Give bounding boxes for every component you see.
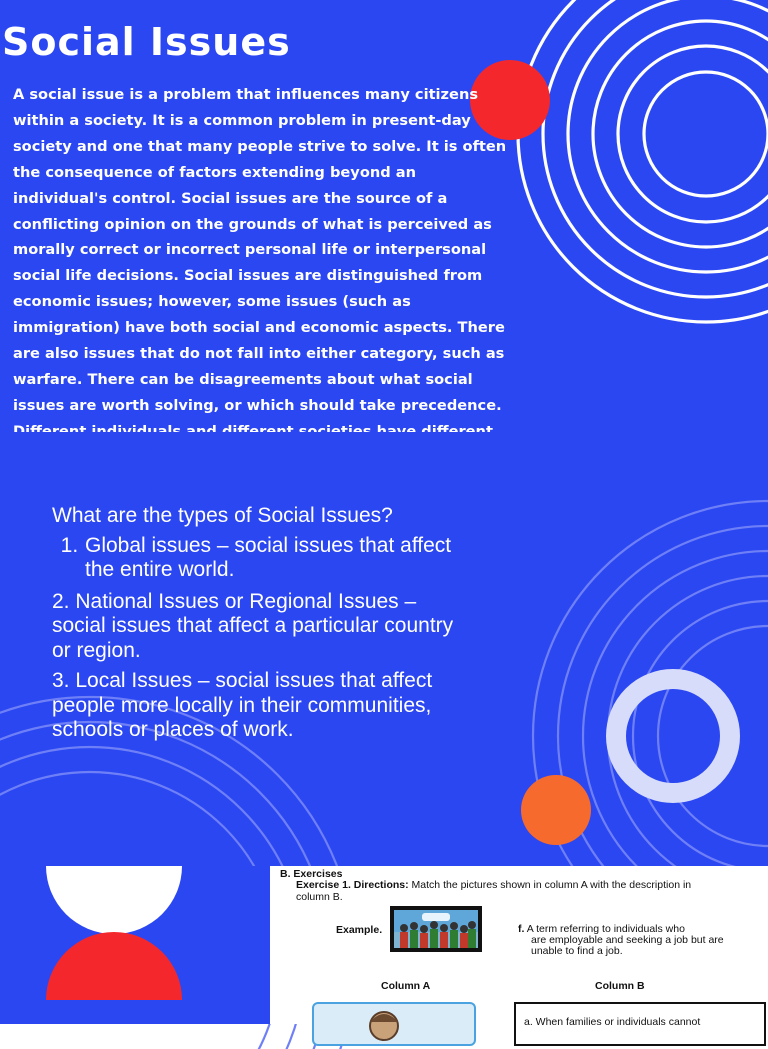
exercise-directions-cont: column B. (296, 891, 343, 903)
page-title: Social Issues (2, 20, 291, 64)
example-label: Example. (336, 924, 383, 936)
column-b-box (514, 1002, 766, 1046)
list-item-local: 3. Local Issues – social issues that affect people more locally in their communities, schools or places of work. (52, 669, 433, 741)
list-item-national: 2. National Issues or Regional Issues – social issues that affect a particular country or region. (52, 589, 454, 662)
cartoon-figure (312, 1002, 476, 1046)
column-b-snippet: a. When families or individuals cannot (524, 1016, 701, 1028)
types-list (52, 504, 472, 749)
directions-label: Exercise 1. Directions: (296, 879, 409, 891)
crowd-photo (390, 906, 482, 952)
example-answer-text: A term referring to individuals who (524, 923, 685, 935)
half-circles-decoration (0, 866, 270, 1024)
slide-types-of-social-issues (0, 432, 768, 866)
list-item-global: 1. Global issues – social issues that affect the entire world. (84, 534, 472, 583)
directions-text: Match the pictures shown in column A with the description in (408, 879, 692, 891)
slide-social-issues (0, 0, 768, 432)
exercise-directions (296, 879, 691, 891)
example-answer-letter: f. (518, 923, 525, 935)
column-b-header: Column B (595, 980, 645, 992)
section-label: B. Exercises (280, 868, 343, 880)
orange-dot (521, 775, 591, 845)
column-a-header: Column A (381, 980, 431, 992)
example-answer-line2: are employable and seeking a job but are (531, 934, 724, 946)
social-issue-paragraph: A social issue is a problem that influences many citizens within a society. It is a common problem in present-day society and one that many people strive to solve. It is often the consequence of factors extending beyond an individual's control. Social issues are the source of a conflicting opinion on the grounds of what is perceived as morally correct or incorrect personal life or interpersonal social life decisions. Social issues are distinguished from economic issues; however, some issues (such as immigration) have both social and economic aspects. There are also issues that do not fall into either category, such as warfare. There can be disagreements about what social issues are worth solving, or which should take precedence. (13, 86, 507, 414)
types-heading: What are the types of Social Issues? (52, 504, 393, 527)
example-answer-line3: unable to find a job. (531, 945, 623, 957)
worksheet-image (270, 866, 768, 1028)
slide-exercises (0, 866, 768, 1028)
